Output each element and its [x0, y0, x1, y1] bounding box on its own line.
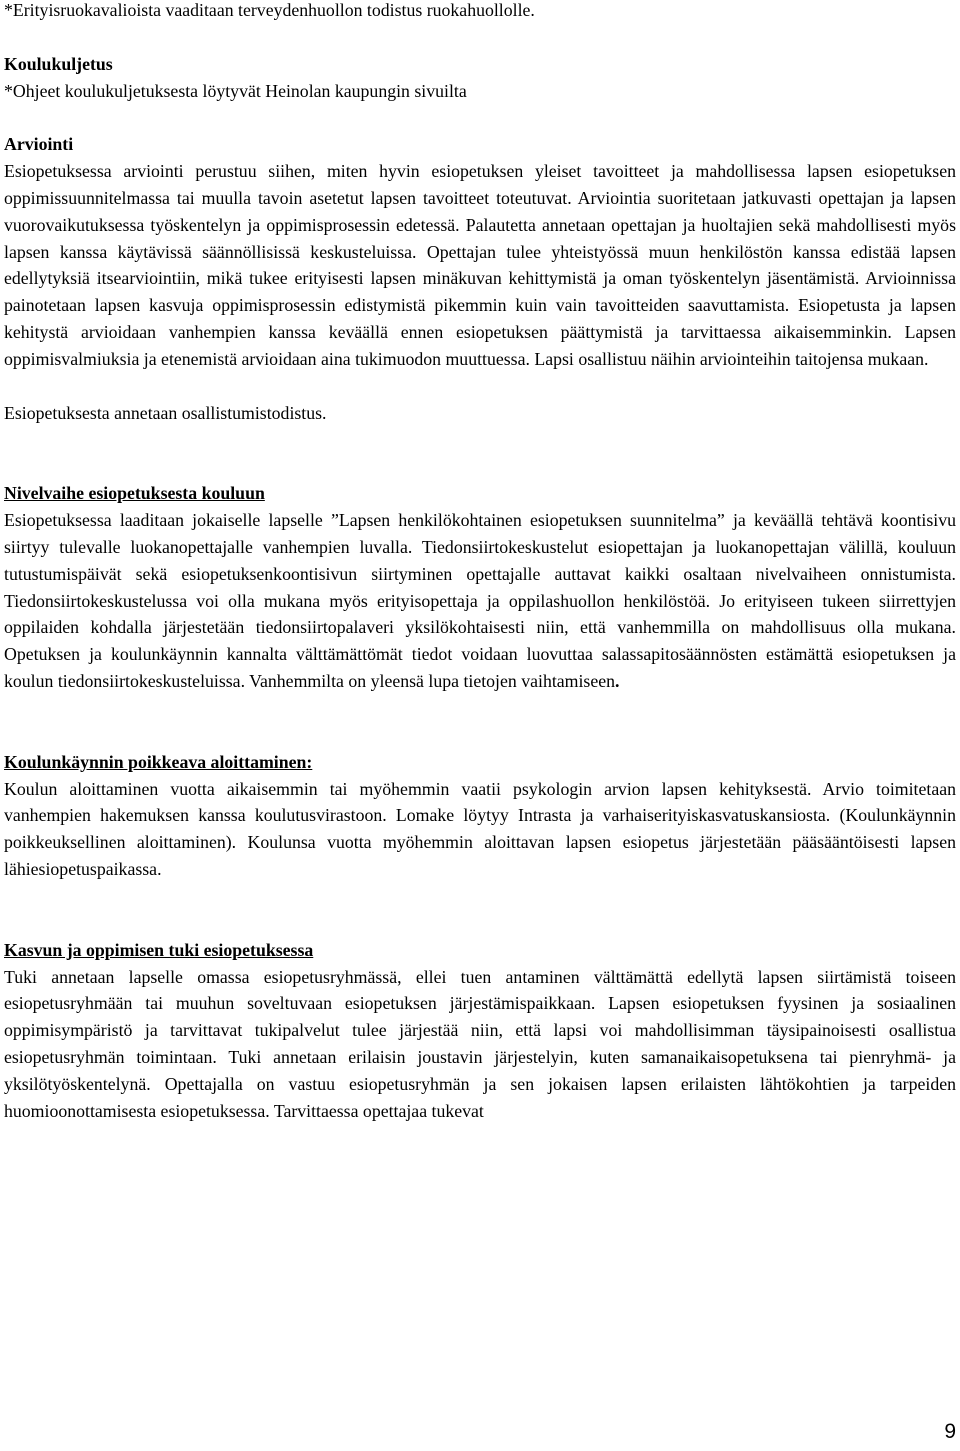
section-heading: Koulunkäynnin poikkeava aloittaminen: [4, 751, 313, 772]
section-text: *Ohjeet koulukuljetuksesta löytyvät Heinolan kaupungin sivuilta [4, 80, 467, 101]
section-koulukuljetus [4, 51, 956, 105]
spacer [4, 104, 956, 131]
spacer [4, 24, 956, 51]
section-text [4, 507, 956, 695]
spacer [4, 426, 956, 480]
section-text: Koulun aloittaminen vuotta aikaisemmin tai myöhemmin vaatii psykologin arvion lapsen kehityksestä. Arvio toimitetaan vanhempien hakemuksen kanssa koulutusvirastoon. Lomake löytyy Intrasta ja varhaiserityiskasvatuskansiosta. (Koulunkäynnin poikkeuksellinen aloittaminen). Koulunsa vuotta myöhemmin aloittavan lapsen esiopetus järjestetään pääsääntöisesti lapsen lähiesiopetuspaikassa. [4, 778, 956, 879]
section-heading: Kasvun ja oppimisen tuki esiopetuksessa [4, 939, 314, 960]
section-heading: Nivelvaihe esiopetuksesta kouluun [4, 483, 265, 504]
section-heading: Koulukuljetus [4, 53, 113, 74]
spacer [4, 695, 956, 749]
section-nivelvaihe [4, 480, 956, 694]
page-number: 9 [944, 1420, 956, 1443]
certificate-note: Esiopetuksesta annetaan osallistumistodistus. [4, 402, 327, 423]
section-text: Tuki annetaan lapselle omassa esiopetusryhmässä, ellei tuen antaminen välttämättä edellytä lapsen siirtämistä toiseen esiopetusryhmään tai muuhun soveltuvaan esiopetuksen järjestämispaikkaan. Lapsen esiopetuksen fyysinen ja sosiaalinen oppimisympäristö ja tarvittavat tukipalvelut tulee järjestää niin, että lapsi voi mahdollisimman täysipainoisesti osallistua esiopetusryhmän toimintaan. Tuki annetaan erilaisin joustavin järjestelyin, kuten samanaikaisopetuksena tai pienryhmä- ja yksilötyöskentelynä. Opettajalla on vastuu esiopetusryhmän ja sen jokaisen lapsen erilaisten lähtökohtien ja tarpeiden huomioonottamisesta esiopetuksessa. Tarvittaessa opettajaa tukevat [4, 966, 956, 1121]
spacer [4, 883, 956, 937]
spacer [4, 373, 956, 400]
section-arviointi [4, 131, 956, 426]
section-text-end-mark: . [615, 670, 620, 691]
document-page [4, 0, 956, 1124]
section-text-body: Esiopetuksessa laaditaan jokaiselle lapselle ”Lapsen henkilökohtainen esiopetuksen suunnitelma” ja keväällä tehtävä koontisivu siirtyy tulevalle luokanopettajalle vanhempien luvalla. Tiedonsiirtokeskustelut esiopettajan ja luokanopettajan välillä, kouluun tutustumispäivät sekä esiopetuksenkoontisivun siirtyminen opettajalle auttavat kaikki osaltaan nivelvaiheen onnistumista. Tiedonsiirtokeskustelussa voi olla mukana myös erityisopettaja ja oppilashuollon henkilöstöä. Jo erityiseen tukeen siirrettyjen oppilaiden kohdalla järjestetään tiedonsiirtopalaveri yksilökohtaisesti niin, että vanhemmilla on mahdollisuus olla mukana. Opetuksen ja koulunkäynnin kannalta välttämättömät tiedot voidaan luovuttaa salassapitosäännösten estämättä esiopetuksen ja koulun tiedonsiirtokeskusteluissa. Vanhemmilta on yleensä lupa tietojen vaihtamiseen [4, 510, 956, 691]
section-poikkeava [4, 749, 956, 883]
intro-note: *Erityisruokavalioista vaaditaan terveydenhuollon todistus ruokahuollolle. [4, 0, 535, 20]
section-text: Esiopetuksessa arviointi perustuu siihen, miten hyvin esiopetuksen yleiset tavoitteet ja mahdollisessa lapsen esiopetuksen oppimissuunnitelmassa tai muulla tavoin asetetut lapsen tavoitteet toteutuvat. Arviointia suoritetaan jatkuvasti opettajan ja lapsen vuorovaikutuksessa työskentelyn ja oppimisprosessin edetessä. Palautetta annetaan opettajan ja huoltajien sekä mahdollisesti myös lapsen kanssa käytävissä säännöllisissä keskusteluissa. Opettajan tulee yhteistyössä muun henkilöstön kanssa edistää lapsen edellytyksiä itsearviointiin, mikä tukee erityisesti lapsen minäkuvan kehittymistä ja oman työskentelyn jäsentämistä. Arvioinnissa painotetaan lapsen kasvuja oppimisprosessin edistymistä pikemmin kuin vain tavoitteiden saavuttamista. Esiopetusta ja lapsen kehitystä arvioidaan vanhempien kanssa keväällä ennen esiopetuksen päättymistä ja tarvittaessa aikaisemminkin. Lapsen oppimisvalmiuksia ja etenemistä arvioidaan aina tukimuodon muuttuessa. Lapsi osallistuu näihin arviointeihin taitojensa mukaan. [4, 161, 956, 369]
section-tuki [4, 937, 956, 1125]
section-heading: Arviointi [4, 134, 74, 155]
